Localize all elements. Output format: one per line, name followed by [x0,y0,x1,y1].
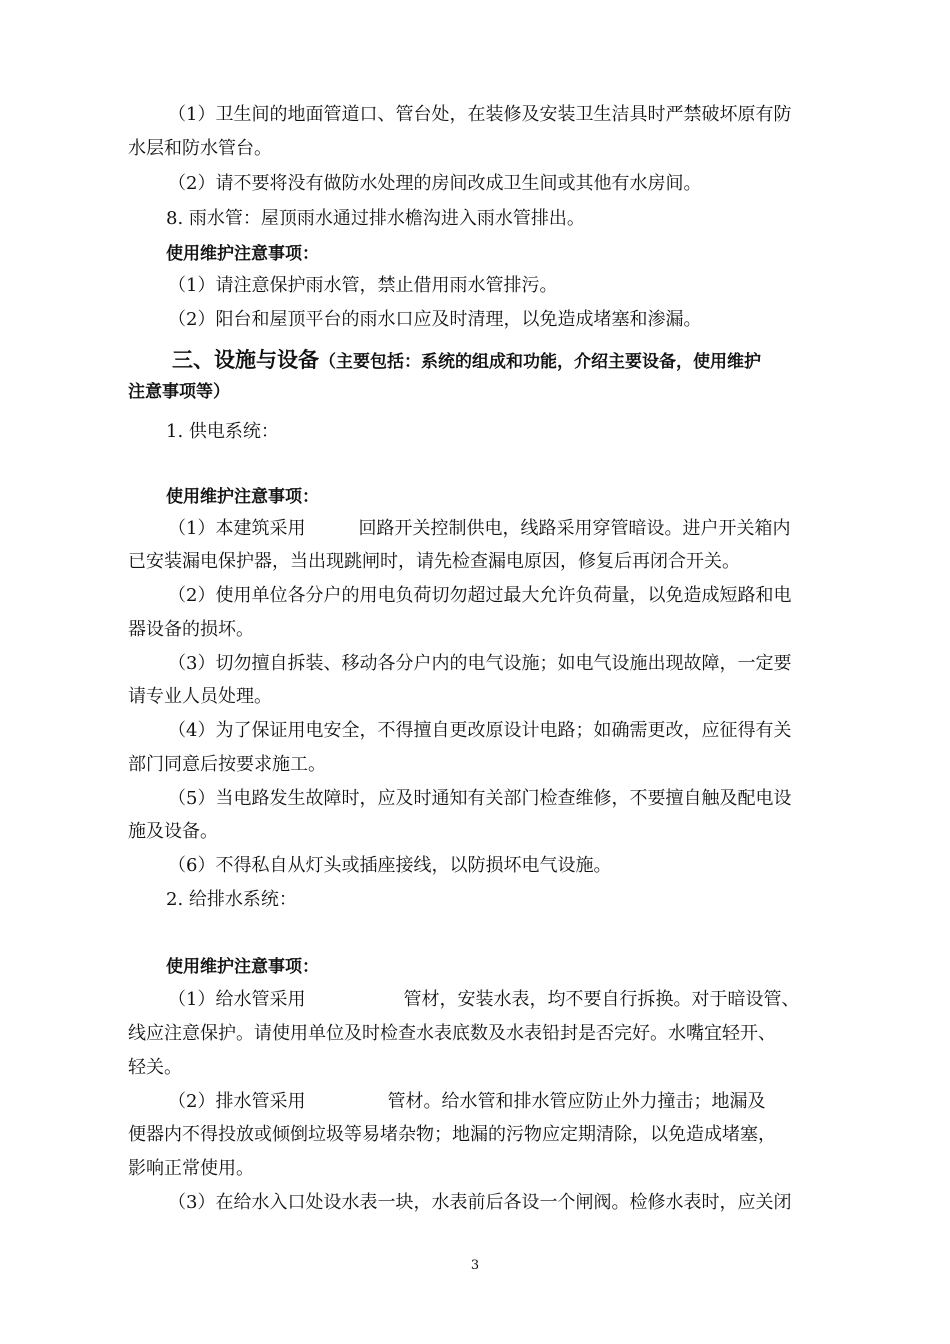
paragraph-line: （1）本建筑采用 回路开关控制供电，线路采用穿管暗设。进户开关箱内 [168,518,791,539]
section-title-note-line2: 注意事项等） [128,382,230,402]
section-title-note: （主要包括：系统的组成和功能，介绍主要设备，使用维护 [319,352,761,372]
paragraph-line: 已安装漏电保护器，当出现跳闸时，请先检查漏电原因，修复后再闭合开关。 [128,551,740,572]
paragraph-line: （1）请注意保护雨水管，禁止借用雨水管排污。 [168,275,558,296]
notes-heading: 使用维护注意事项： [166,957,319,977]
paragraph-line: 便器内不得投放或倾倒垃圾等易堵杂物；地漏的污物应定期清除，以免造成堵塞， [128,1124,776,1145]
paragraph-line: （1）卫生间的地面管道口、管台处，在装修及安装卫生洁具时严禁破坏原有防 [168,104,792,125]
paragraph-line: （2）阳台和屋顶平台的雨水口应及时清理，以免造成堵塞和渗漏。 [168,309,702,330]
paragraph-line: （4）为了保证用电安全，不得擅自更改原设计电路；如确需更改，应征得有关 [168,720,792,741]
page-number: 3 [470,1258,480,1273]
list-item-8: 8. 雨水管：屋顶雨水通过排水檐沟进入雨水管排出。 [166,208,585,229]
list-item-1: 1. 供电系统： [166,421,279,442]
notes-heading: 使用维护注意事项： [166,487,319,507]
paragraph-line: （3）切勿擅自拆装、移动各分户内的电气设施；如电气设施出现故障，一定要 [168,653,792,674]
paragraph-line: 水层和防水管台。 [128,138,272,159]
paragraph-line: （3）在给水入口处设水表一块，水表前后各设一个闸阀。检修水表时，应关闭 [168,1192,792,1213]
paragraph-line: （1）给水管采用 管材，安装水表，均不要自行拆换。对于暗设管、 [168,989,800,1010]
paragraph-line: （6）不得私自从灯头或插座接线，以防损坏电气设施。 [168,855,612,876]
paragraph-line: （5）当电路发生故障时，应及时通知有关部门检查维修，不要擅自触及配电设 [168,788,792,809]
paragraph-line: 施及设备。 [128,821,218,842]
paragraph-line: （2）使用单位各分户的用电负荷切勿超过最大允许负荷量，以免造成短路和电 [168,585,792,606]
paragraph-line: 轻关。 [128,1057,182,1078]
paragraph-line: 影响正常使用。 [128,1158,254,1179]
paragraph-line: 请专业人员处理。 [128,686,272,707]
notes-heading: 使用维护注意事项： [166,244,319,264]
paragraph-line: 器设备的损坏。 [128,619,254,640]
paragraph-line: （2）请不要将没有做防水处理的房间改成卫生间或其他有水房间。 [168,173,702,194]
paragraph-line: 线应注意保护。请使用单位及时检查水表底数及水表铅封是否完好。水嘴宜轻开、 [128,1023,776,1044]
section-title-main: 三、设施与设备 [172,348,319,372]
list-item-2: 2. 给排水系统： [166,889,297,910]
paragraph-line: 部门同意后按要求施工。 [128,754,326,775]
paragraph-line: （2）排水管采用 管材。给水管和排水管应防止外力撞击；地漏及 [168,1091,766,1112]
section-title [172,346,761,376]
